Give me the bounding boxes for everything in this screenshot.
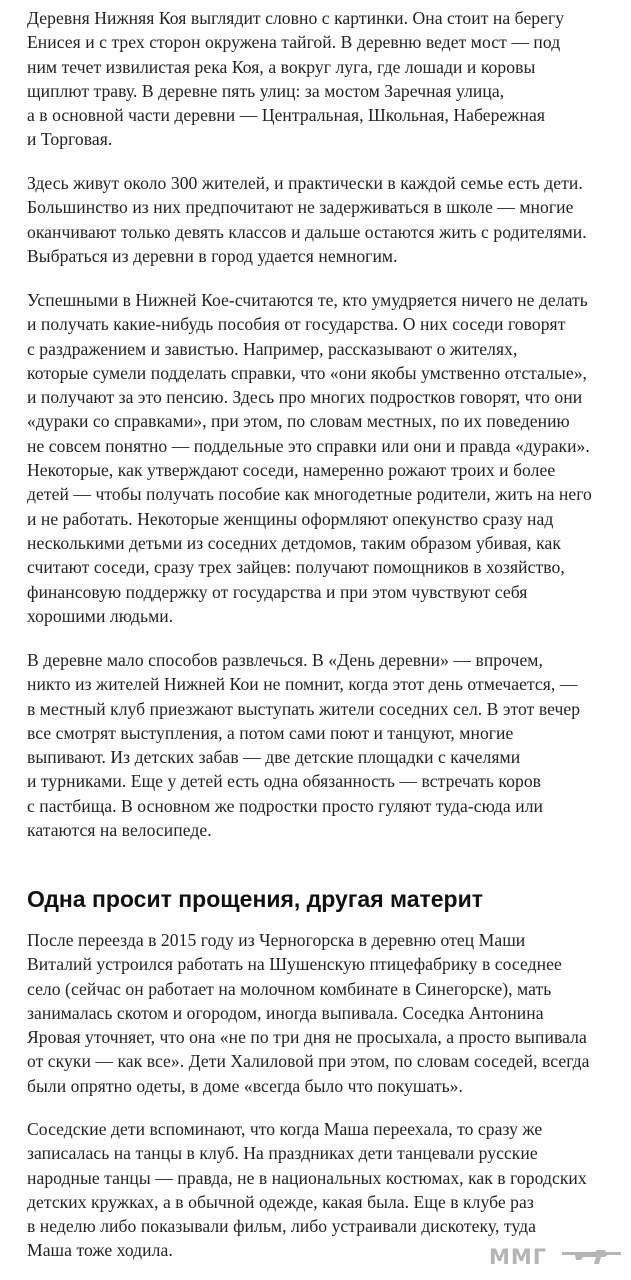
- text-line: от скуки — как все». Дети Халиловой при этом, по словам соседей, всегда: [27, 1051, 590, 1072]
- paragraph: [27, 928, 590, 1098]
- text-line: Успешными в Нижней Кое-считаются те, кто умудряется ничего не делать: [27, 290, 588, 310]
- text-line: с раздражением и завистью. Например, рассказывают о жителях,: [27, 338, 518, 359]
- text-line: Енисея и с трех сторон окружена тайгой. В деревню ведет мост — под: [27, 32, 561, 53]
- text-line: катаются на велосипеде.: [27, 820, 212, 841]
- paragraph: [27, 288, 592, 628]
- text-line: Некоторые, как утверждают соседи, намеренно рожают троих и более: [27, 460, 556, 481]
- text-line: и Торговая.: [27, 129, 113, 150]
- text-line: и турниками. Еще у детей есть одна обязанность — встречать коров: [27, 771, 542, 792]
- text-line: Яровая уточняет, что она «не по три дня не просыхала, а просто выпивала: [27, 1027, 587, 1048]
- text-line: ним течет извилистая река Коя, а вокруг луга, где лошади и коровы: [27, 56, 536, 77]
- text-line: Здесь живут около 300 жителей, и практически в каждой семье есть дети.: [27, 173, 583, 193]
- text-line: хорошими людьми.: [27, 605, 174, 626]
- text-line: Деревня Нижняя Коя выглядит словно с картинки. Она стоит на берегу: [27, 8, 565, 28]
- text-line: выпивают. Из детских забав — две детские площадки с качелями: [27, 747, 521, 768]
- text-line: щиплют траву. В деревне пять улиц: за мостом Заречная улица,: [27, 80, 505, 101]
- text-line: не совсем понятно — поддельные это справки или они и правда «дураки».: [27, 435, 590, 456]
- text-line: финансовую поддержку от государства и при этом чувствуют себя: [27, 581, 528, 602]
- text-line: занималась скотом и огородом, иногда выпивала. Соседка Антонина: [27, 1002, 544, 1023]
- section-heading: Одна просит прощения, другая материт: [27, 886, 484, 912]
- text-line: Выбраться из деревни в город удается немногим.: [27, 245, 398, 266]
- text-line: Большинство из них предпочитают не задерживаться в школе — многие: [27, 197, 574, 218]
- text-line: народные танцы — правда, не в национальных костюмах, как в городских: [27, 1167, 587, 1188]
- paragraph: [27, 648, 580, 842]
- text-line: Соседские дети вспоминают, что когда Маша переехала, то сразу же: [27, 1119, 543, 1139]
- text-line: «дураки со справками», при этом, по словам местных, по их поведению: [27, 411, 570, 432]
- text-line: в неделю либо показывали фильм, либо устраивали дискотеку, туда: [27, 1216, 536, 1237]
- text-line: и получают за это пенсию. Здесь про многих подростков говорят, что они: [27, 387, 583, 408]
- rifle-icon: [561, 1244, 623, 1266]
- text-line: После переезда в 2015 году из Черногорска в деревню отец Маши: [27, 930, 526, 950]
- text-line: записалась на танцы в клуб. На праздниках дети танцевали русские: [27, 1143, 538, 1164]
- text-line: В деревне мало способов развлечься. В «День деревни» — впрочем,: [27, 650, 543, 670]
- text-line: Виталий устроился работать на Шушенскую птицефабрику в соседнее: [27, 954, 562, 975]
- text-line: были опрятно одеты, в доме «всегда было что покушать».: [27, 1075, 463, 1096]
- text-line: Маша тоже ходила.: [27, 1240, 173, 1261]
- text-line: а в основной части деревни — Центральная, Школьная, Набережная: [27, 105, 545, 126]
- paragraph: [27, 6, 564, 152]
- text-line: считают соседи, сразу трех зайцев: получают помощников в хозяйство,: [27, 557, 565, 578]
- site-watermark: [485, 1238, 627, 1278]
- text-line: в местный клуб приезжают выступать жители соседних сел. В этот вечер: [27, 698, 581, 719]
- text-line: и получать какие-нибудь пособия от государства. О них соседи говорят: [27, 314, 566, 335]
- text-line: все смотрят выступления, а потом сами поют и танцуют, многие: [27, 722, 514, 743]
- text-line: детей — чтобы получать пособие как многодетные родители, жить на него: [27, 484, 592, 505]
- text-line: село (сейчас он работает на молочном комбинате в Синегорске), мать: [27, 978, 552, 999]
- text-line: с пастбища. В основном же подростки просто гуляют туда-сюда или: [27, 795, 543, 816]
- text-line: которые сумели подделать справки, что «они якобы умственно отсталые»,: [27, 362, 588, 383]
- text-line: детских кружках, а в обычной одежде, какая была. Еще в клубе раз: [27, 1191, 534, 1212]
- text-line: оканчивают только девять классов и дальше остаются жить с родителями.: [27, 221, 587, 242]
- paragraph: [27, 171, 587, 268]
- text-line: никто из жителей Нижней Кои не помнит, когда этот день отмечается, —: [27, 674, 578, 695]
- watermark-text: ММГ: [489, 1245, 548, 1269]
- text-line: несколькими детьми из соседних детдомов, таким образом убивая, как: [27, 532, 561, 553]
- text-line: и не работать. Некоторые женщины оформляют опекунство сразу над: [27, 508, 554, 529]
